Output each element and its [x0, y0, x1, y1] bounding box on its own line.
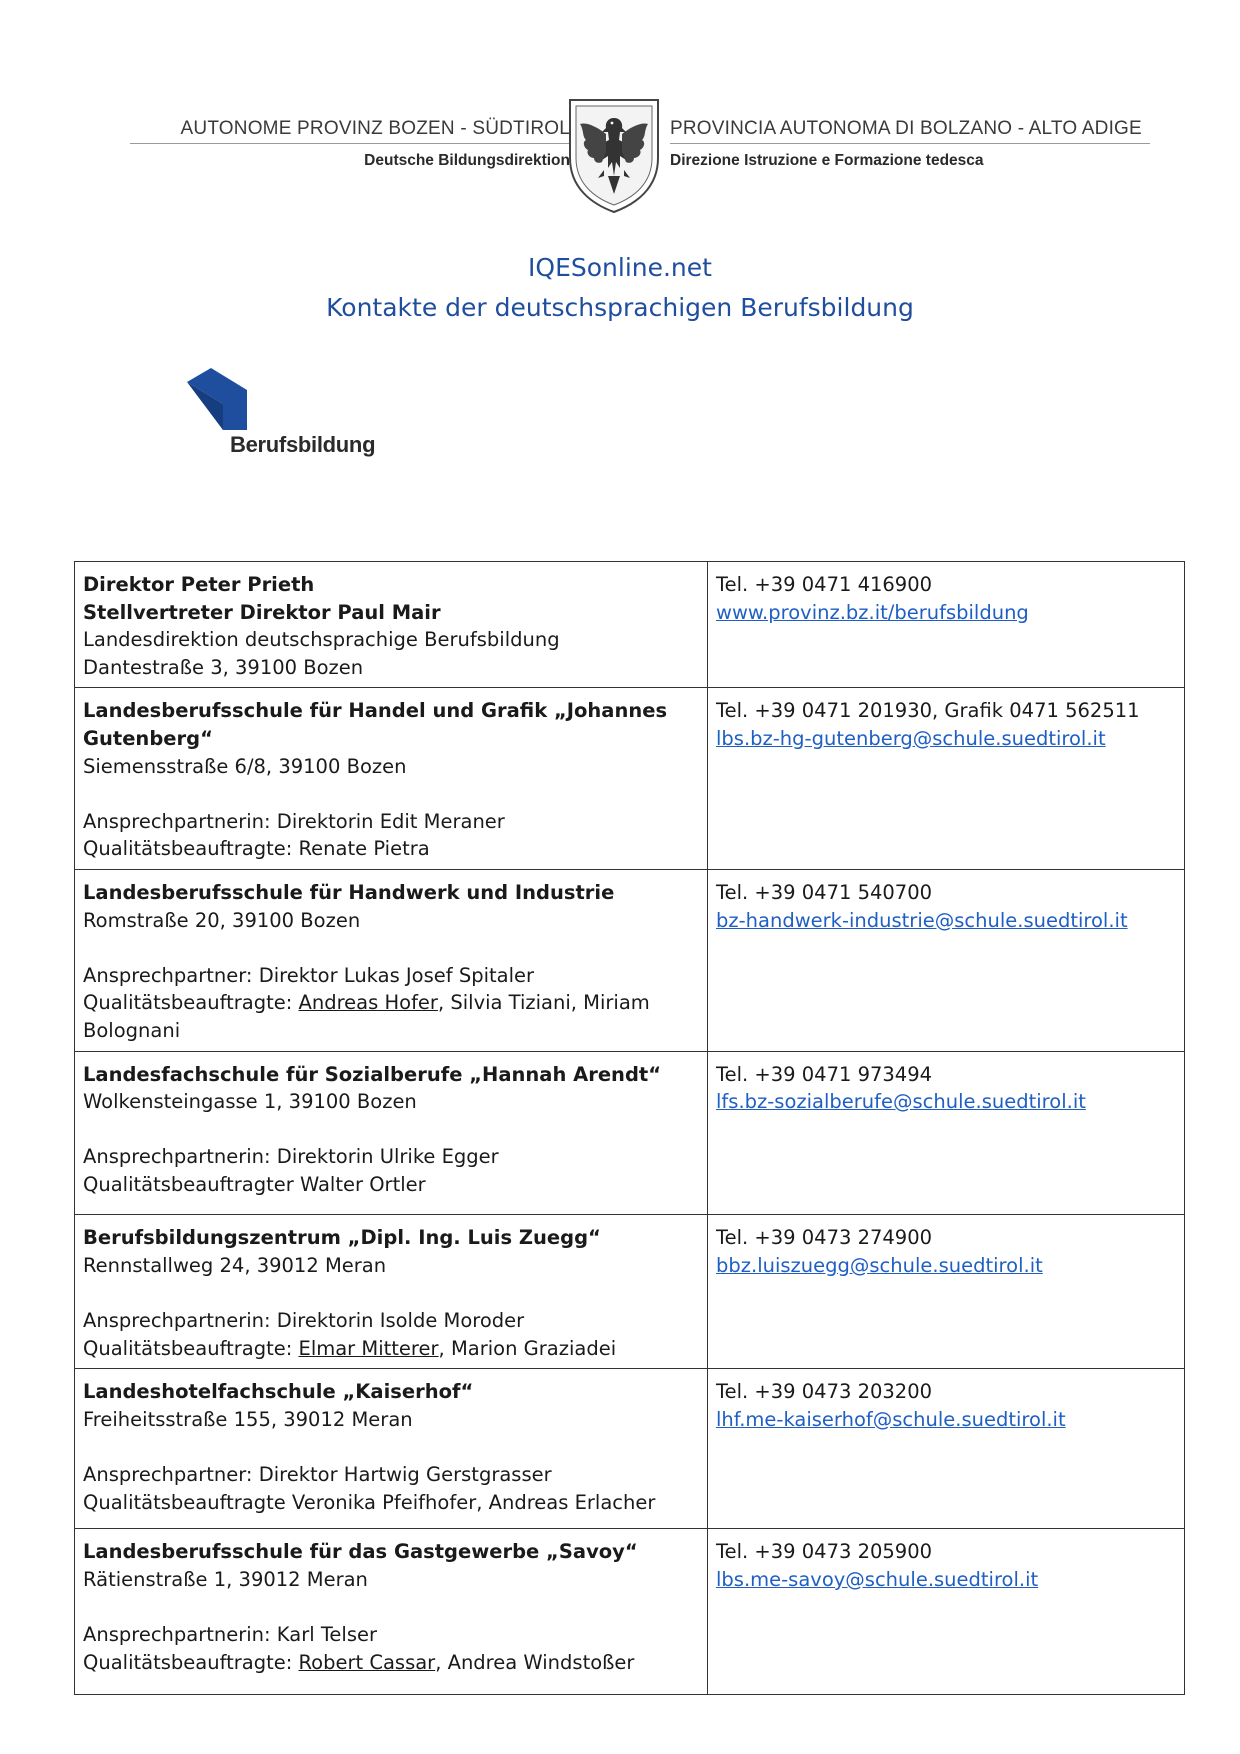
quality-others: , Andrea Windstoßer	[435, 1650, 635, 1674]
institution-name: Landesdirektion deutschsprachige Berufsbildung	[83, 628, 560, 652]
school-name: Landesberufsschule für das Gastgewerbe „Savoy“	[83, 1540, 638, 1564]
letterhead-left-title: AUTONOME PROVINZ BOZEN - SÜDTIROL	[180, 118, 570, 139]
page-title: IQESonline.net	[528, 253, 712, 282]
quality-person-link[interactable]: Andreas Hofer	[298, 991, 438, 1015]
deputy-director-name: Stellvertreter Direktor Paul Mair	[83, 600, 441, 624]
website-link[interactable]: www.provinz.bz.it/berufsbildung	[716, 600, 1029, 624]
phone: Tel. +39 0471 416900	[716, 573, 933, 596]
phone: Tel. +39 0471 540700	[716, 880, 933, 904]
quality-officer: Qualitätsbeauftragter Walter Ortler	[83, 1172, 426, 1196]
quality-person-link[interactable]: Elmar Mitterer	[298, 1336, 439, 1360]
address: Siemensstraße 6/8, 39100 Bozen	[83, 754, 407, 778]
contacts-table	[74, 561, 1185, 1695]
school-name: Landesfachschule für Sozialberufe „Hannah Arendt“	[83, 1062, 662, 1086]
contact-info-cell	[75, 562, 708, 688]
phone: Tel. +39 0471 201930, Grafik 0471 562511	[716, 699, 1140, 723]
page-heading	[0, 248, 1240, 328]
contact-details-cell	[708, 688, 1185, 870]
contact-info-cell	[75, 869, 708, 1051]
contact-info-cell	[75, 1529, 708, 1695]
letterhead-left	[130, 118, 570, 170]
contact-person: Ansprechpartner: Direktor Hartwig Gerstgrasser	[83, 1463, 552, 1487]
contact-details-cell	[708, 1215, 1185, 1369]
contact-details-cell	[708, 1529, 1185, 1695]
address: Freiheitsstraße 155, 39012 Meran	[83, 1408, 413, 1432]
school-name: Landesberufsschule für Handwerk und Industrie	[83, 880, 615, 904]
quality-others: , Marion Graziadei	[438, 1336, 617, 1360]
contact-info-cell	[75, 688, 708, 870]
email-link[interactable]: bbz.luiszuegg@schule.suedtirol.it	[716, 1254, 1043, 1278]
letterhead-right-subtitle: Direzione Istruzione e Formazione tedesca	[670, 152, 984, 169]
email-link[interactable]: lfs.bz-sozialberufe@schule.suedtirol.it	[716, 1090, 1086, 1114]
school-name: Landesberufsschule für Handel und Grafik „Johannes Gutenberg“	[83, 699, 668, 750]
contact-person: Ansprechpartner: Direktor Lukas Josef Spitaler	[83, 963, 535, 987]
quality-officer: Qualitätsbeauftragte Veronika Pfeifhofer, Andreas Erlacher	[83, 1490, 656, 1514]
quality-officer	[83, 1335, 699, 1363]
email-link[interactable]: bz-handwerk-industrie@schule.suedtirol.it	[716, 908, 1128, 932]
page-subtitle: Kontakte der deutschsprachigen Berufsbildung	[326, 293, 914, 322]
contact-details-cell	[708, 1051, 1185, 1215]
quality-label: Qualitätsbeauftragte:	[83, 1336, 299, 1360]
contact-info-cell	[75, 1051, 708, 1215]
contact-details-cell	[708, 1369, 1185, 1529]
table-row	[75, 562, 1185, 688]
contact-person: Ansprechpartnerin: Karl Telser	[83, 1623, 378, 1647]
quality-officer	[83, 989, 699, 1044]
contact-details-cell	[708, 562, 1185, 688]
contact-person: Ansprechpartnerin: Direktorin Edit Meraner	[83, 809, 505, 833]
phone: Tel. +39 0473 205900	[716, 1540, 933, 1564]
table-row	[75, 688, 1185, 870]
phone: Tel. +39 0471 973494	[716, 1062, 933, 1086]
quality-label: Qualitätsbeauftragte:	[83, 1650, 299, 1674]
quality-others: , Silvia Tiziani, Miriam Bolognani	[83, 991, 650, 1042]
berufsbildung-logo-text: Berufsbildung	[230, 432, 376, 457]
school-name: Landeshotelfachschule „Kaiserhof“	[83, 1380, 474, 1404]
table-row	[75, 1369, 1185, 1529]
letterhead	[120, 96, 1150, 216]
table-row	[75, 1529, 1185, 1695]
quality-person-link[interactable]: Robert Cassar	[298, 1650, 436, 1674]
contact-person: Ansprechpartnerin: Direktorin Isolde Moroder	[83, 1309, 525, 1333]
email-link[interactable]: lbs.bz-hg-gutenberg@schule.suedtirol.it	[716, 726, 1106, 750]
letterhead-right	[670, 118, 1150, 170]
eagle-crest-icon	[564, 96, 664, 214]
letterhead-left-subtitle: Deutsche Bildungsdirektion	[364, 152, 570, 169]
email-link[interactable]: lbs.me-savoy@schule.suedtirol.it	[716, 1568, 1039, 1591]
phone: Tel. +39 0473 203200	[716, 1380, 933, 1404]
quality-officer: Qualitätsbeauftragte: Renate Pietra	[83, 837, 430, 861]
address: Rennstallweg 24, 39012 Meran	[83, 1254, 387, 1278]
letterhead-left-rule	[130, 143, 570, 144]
address: Wolkensteingasse 1, 39100 Bozen	[83, 1090, 417, 1114]
table-row	[75, 869, 1185, 1051]
letterhead-right-rule	[670, 143, 1150, 144]
contact-info-cell	[75, 1369, 708, 1529]
quality-label: Qualitätsbeauftragte:	[83, 991, 299, 1015]
contact-info-cell	[75, 1215, 708, 1369]
letterhead-right-title: PROVINCIA AUTONOMA DI BOLZANO - ALTO ADIGE	[670, 118, 1142, 139]
table-row	[75, 1215, 1185, 1369]
phone: Tel. +39 0473 274900	[716, 1226, 933, 1250]
address: Romstraße 20, 39100 Bozen	[83, 908, 361, 932]
school-name: Berufsbildungszentrum „Dipl. Ing. Luis Zuegg“	[83, 1226, 601, 1250]
contact-details-cell	[708, 869, 1185, 1051]
contact-person: Ansprechpartnerin: Direktorin Ulrike Egger	[83, 1145, 499, 1169]
quality-officer	[83, 1649, 699, 1677]
director-name: Direktor Peter Prieth	[83, 573, 315, 596]
table-row	[75, 1051, 1185, 1215]
email-link[interactable]: lhf.me-kaiserhof@schule.suedtirol.it	[716, 1408, 1066, 1432]
address: Dantestraße 3, 39100 Bozen	[83, 655, 364, 679]
address: Rätienstraße 1, 39012 Meran	[83, 1568, 368, 1591]
